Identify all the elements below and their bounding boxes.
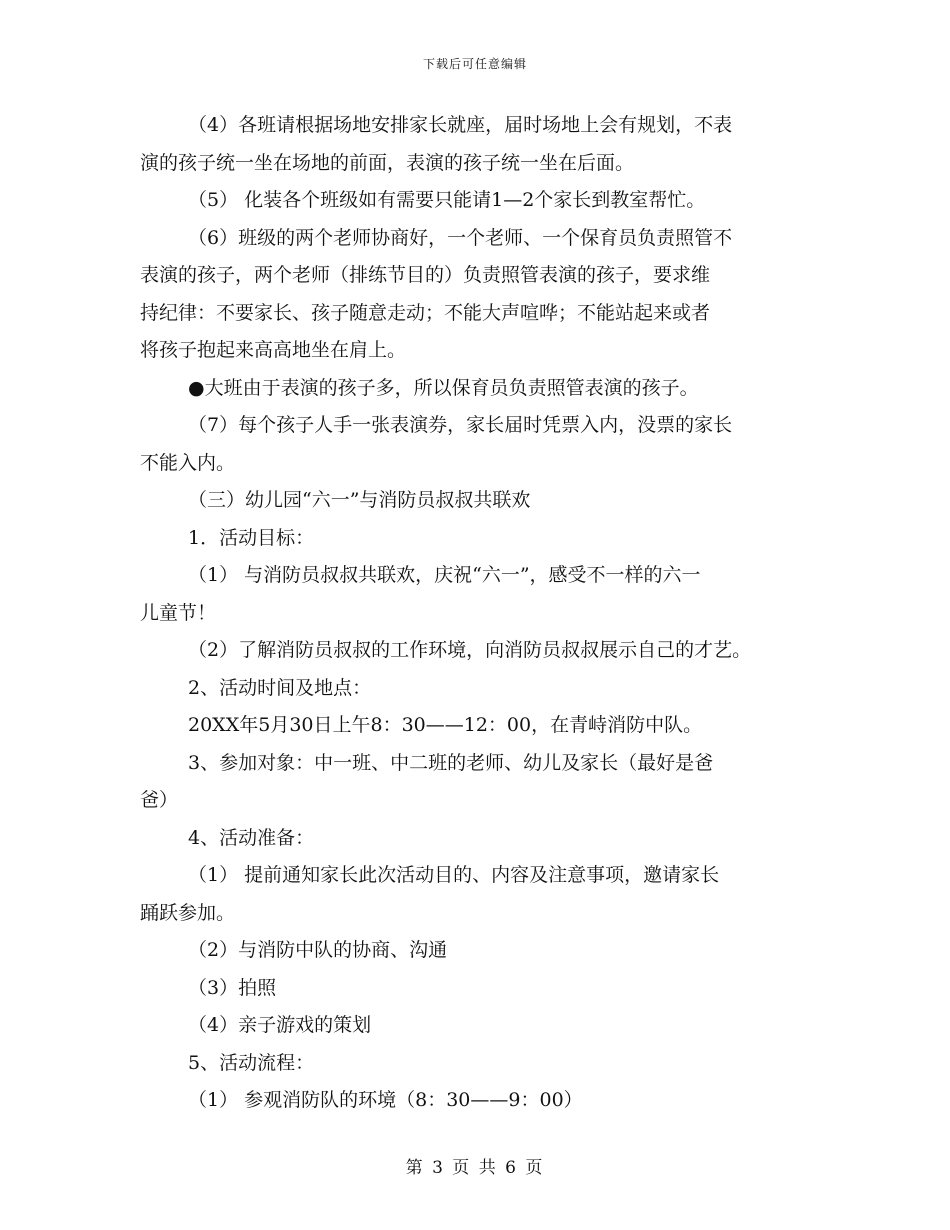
- text-line: ●大班由于表演的孩子多，所以保育员负责照管表演的孩子。: [188, 376, 699, 399]
- text-line: 表演的孩子，两个老师（排练节目的）负责照管表演的孩子，要求维: [140, 264, 711, 286]
- text-line: 不能入内。: [140, 451, 236, 474]
- text-line: 1．活动目标：: [188, 526, 315, 549]
- page-footer: 第 3 页 共 6 页: [405, 1158, 545, 1178]
- text-line: （6）班级的两个老师协商好，一个老师、一个保育员负责照管不: [188, 226, 733, 249]
- text-line: （4）亲子游戏的策划: [188, 1014, 372, 1036]
- text-line: 爸）: [140, 789, 179, 811]
- text-line: 踊跃参加。: [140, 901, 236, 924]
- text-line: （7）每个孩子人手一张表演券，家长届时凭票入内，没票的家长: [188, 414, 733, 436]
- text-line: （1） 与消防员叔叔共联欢，庆祝“六一”，感受不一样的六一: [188, 564, 701, 586]
- text-line: （三）幼儿园“六一”与消防员叔叔共联欢: [188, 489, 531, 511]
- text-line: （4）各班请根据场地安排家长就座，届时场地上会有规划，不表: [188, 114, 733, 136]
- text-line: （1） 参观消防队的环境（8：30——9：00）: [188, 1089, 583, 1111]
- text-line: 演的孩子统一坐在场地的前面，表演的孩子统一坐在后面。: [140, 151, 635, 174]
- text-line: （1） 提前通知家长此次活动目的、内容及注意事项，邀请家长: [188, 864, 720, 886]
- text-line: 将孩子抱起来高高地坐在肩上。: [140, 339, 407, 361]
- text-line: （2）了解消防员叔叔的工作环境，向消防员叔叔展示自己的才艺。: [188, 639, 752, 661]
- text-line: （2）与消防中队的协商、沟通: [188, 939, 448, 961]
- text-line: 4、活动准备：: [188, 826, 315, 849]
- text-line: （5） 化装各个班级如有需要只能请1—2个家长到教室帮忙。: [188, 189, 706, 211]
- document-body: [140, 107, 830, 1120]
- text-line: 2、活动时间及地点：: [188, 676, 372, 699]
- header-note: 下载后可任意编辑: [422, 57, 527, 71]
- text-line: 儿童节！: [140, 601, 217, 624]
- text-line: 持纪律：不要家长、孩子随意走动；不能大声喧哗；不能站起来或者: [140, 301, 711, 324]
- text-line: 5、活动流程：: [188, 1051, 315, 1074]
- text-line: 3、参加对象：中一班、中二班的老师、幼儿及家长（最好是爸: [188, 751, 714, 774]
- text-line: 20XX年5月30日上午8：30——12：00，在青峙消防中队。: [188, 714, 703, 736]
- text-line: （3）拍照: [188, 976, 277, 999]
